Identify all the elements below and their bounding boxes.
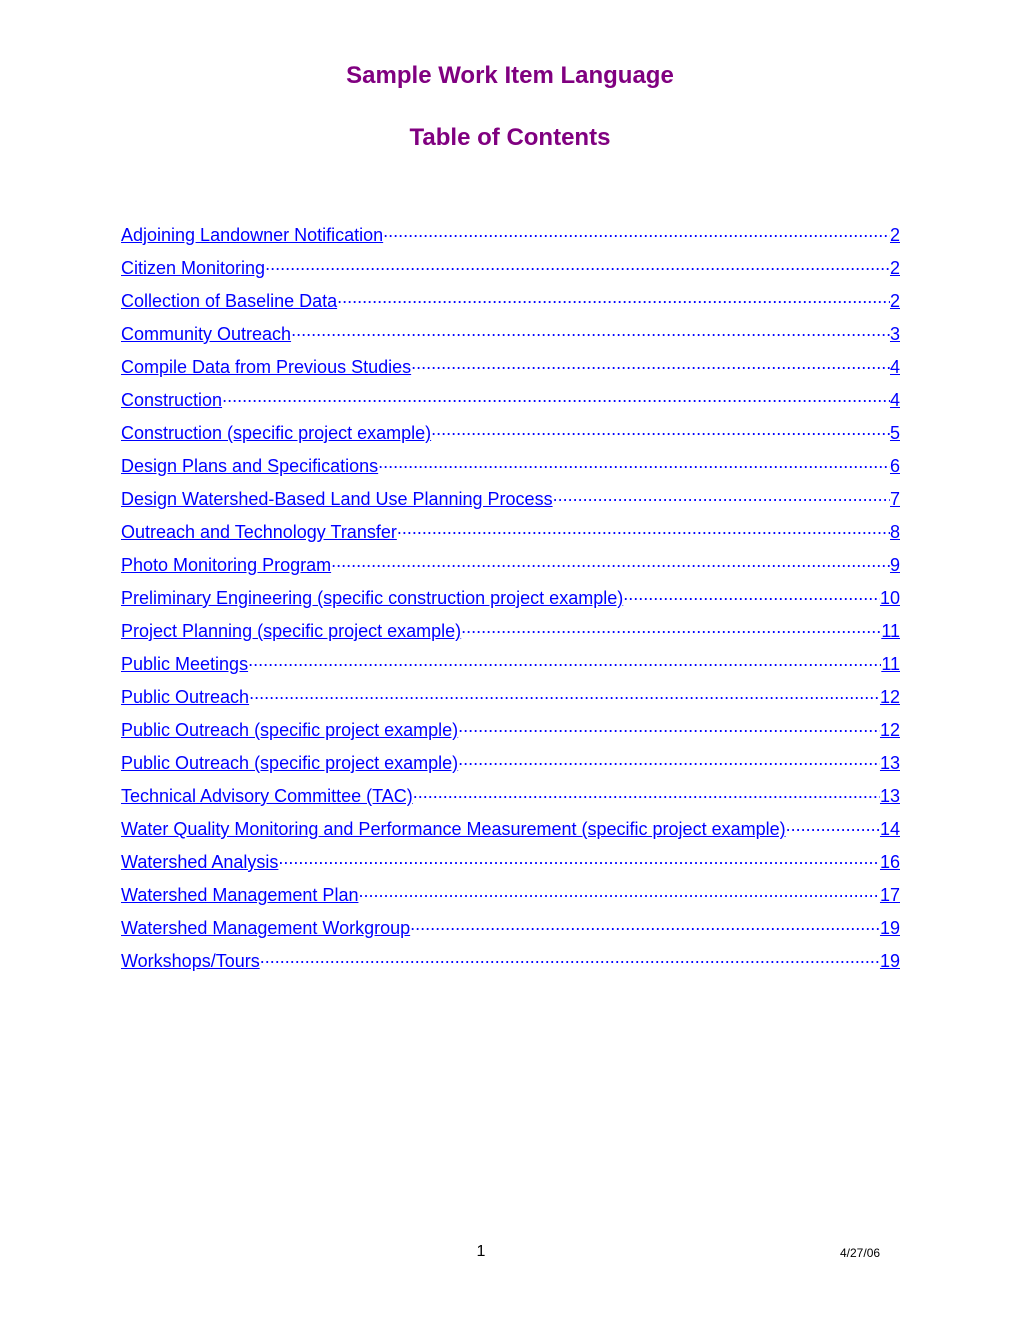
toc-entry-label: Public Meetings <box>121 654 249 674</box>
toc-entry[interactable] <box>121 617 900 650</box>
toc-entry-page: 14 <box>879 819 900 839</box>
toc-entry-label: Project Planning (specific project example) <box>121 621 462 641</box>
dot-leader <box>397 518 890 538</box>
toc-entry-label: Watershed Management Plan <box>121 885 359 905</box>
toc-entry-page: 9 <box>889 555 900 575</box>
dot-leader <box>623 584 880 604</box>
dot-leader <box>337 287 890 307</box>
dot-leader <box>383 221 890 241</box>
toc-entry-page: 5 <box>889 423 900 443</box>
toc-entry[interactable] <box>121 320 900 353</box>
toc-entry[interactable] <box>121 749 900 782</box>
toc-entry[interactable] <box>121 386 900 419</box>
toc-entry[interactable] <box>121 419 900 452</box>
toc-entry-page: 11 <box>881 654 900 674</box>
toc-entry-page: 6 <box>889 456 900 476</box>
toc-entry-label: Watershed Analysis <box>121 852 279 872</box>
page-number: 1 <box>476 1243 486 1260</box>
toc-entry-label: Compile Data from Previous Studies <box>121 357 412 377</box>
toc-entry-page: 12 <box>879 720 900 740</box>
dot-leader <box>248 650 881 670</box>
toc-entry[interactable] <box>121 815 900 848</box>
dot-leader <box>458 749 880 769</box>
toc-entry-page: 17 <box>879 885 900 905</box>
dot-leader <box>411 353 890 373</box>
toc-entry-label: Public Outreach (specific project example) <box>121 720 459 740</box>
toc-entry-page: 19 <box>879 918 900 938</box>
toc-entry-label: Design Plans and Specifications <box>121 456 379 476</box>
toc-entry-page: 19 <box>879 951 900 971</box>
toc-entry[interactable] <box>121 551 900 584</box>
toc-entry[interactable] <box>121 254 900 287</box>
toc-entry-page: 10 <box>879 588 900 608</box>
toc-entry-page: 4 <box>889 357 900 377</box>
toc-entry-label: Workshops/Tours <box>121 951 260 971</box>
table-of-contents <box>121 221 900 980</box>
toc-entry-page: 13 <box>879 753 900 773</box>
toc-entry-label: Outreach and Technology Transfer <box>121 522 397 542</box>
toc-entry-page: 11 <box>881 621 900 641</box>
toc-entry-page: 8 <box>889 522 900 542</box>
dot-leader <box>458 716 880 736</box>
toc-heading: Table of Contents <box>409 124 611 151</box>
toc-entry-label: Watershed Management Workgroup <box>121 918 411 938</box>
toc-entry-page: 13 <box>879 786 900 806</box>
dot-leader <box>331 551 890 571</box>
toc-entry-label: Photo Monitoring Program <box>121 555 332 575</box>
toc-entry[interactable] <box>121 650 900 683</box>
dot-leader <box>222 386 890 406</box>
toc-entry-label: Public Outreach (specific project example) <box>121 753 459 773</box>
toc-entry-page: 3 <box>889 324 900 344</box>
dot-leader <box>260 947 880 967</box>
toc-entry[interactable] <box>121 584 900 617</box>
toc-entry[interactable] <box>121 452 900 485</box>
toc-entry-label: Construction (specific project example) <box>121 423 432 443</box>
toc-entry[interactable] <box>121 221 900 254</box>
toc-entry[interactable] <box>121 782 900 815</box>
toc-entry-label: Design Watershed-Based Land Use Planning Process <box>121 489 553 509</box>
toc-entry-page: 4 <box>889 390 900 410</box>
toc-entry-page: 12 <box>879 687 900 707</box>
dot-leader <box>278 848 880 868</box>
toc-entry-label: Community Outreach <box>121 324 292 344</box>
toc-entry[interactable] <box>121 716 900 749</box>
toc-entry-label: Construction <box>121 390 223 410</box>
toc-entry[interactable] <box>121 287 900 320</box>
toc-entry-label: Water Quality Monitoring and Performance Measurement (specific project example) <box>121 819 786 839</box>
toc-entry-label: Citizen Monitoring <box>121 258 266 278</box>
toc-entry[interactable] <box>121 881 900 914</box>
dot-leader <box>249 683 880 703</box>
toc-entry-page: 7 <box>889 489 900 509</box>
dot-leader <box>786 815 880 835</box>
toc-entry-page: 2 <box>889 225 900 245</box>
dot-leader <box>413 782 880 802</box>
toc-entry[interactable] <box>121 518 900 551</box>
toc-entry[interactable] <box>121 683 900 716</box>
toc-entry[interactable] <box>121 485 900 518</box>
toc-entry-label: Adjoining Landowner Notification <box>121 225 384 245</box>
dot-leader <box>378 452 890 472</box>
dot-leader <box>265 254 890 274</box>
document-title: Sample Work Item Language <box>346 62 674 89</box>
toc-entry-page: 2 <box>889 258 900 278</box>
dot-leader <box>291 320 890 340</box>
dot-leader <box>461 617 881 637</box>
toc-entry-label: Preliminary Engineering (specific construction project example) <box>121 588 624 608</box>
toc-entry[interactable] <box>121 947 900 980</box>
toc-entry-label: Collection of Baseline Data <box>121 291 338 311</box>
dot-leader <box>431 419 890 439</box>
toc-entry[interactable] <box>121 848 900 881</box>
toc-entry-page: 2 <box>889 291 900 311</box>
dot-leader <box>553 485 890 505</box>
toc-entry-label: Public Outreach <box>121 687 250 707</box>
dot-leader <box>410 914 880 934</box>
toc-entry-page: 16 <box>879 852 900 872</box>
footer-date: 4/27/06 <box>840 1246 881 1260</box>
dot-leader <box>358 881 880 901</box>
toc-entry-label: Technical Advisory Committee (TAC) <box>121 786 413 806</box>
toc-entry[interactable] <box>121 353 900 386</box>
toc-entry[interactable] <box>121 914 900 947</box>
